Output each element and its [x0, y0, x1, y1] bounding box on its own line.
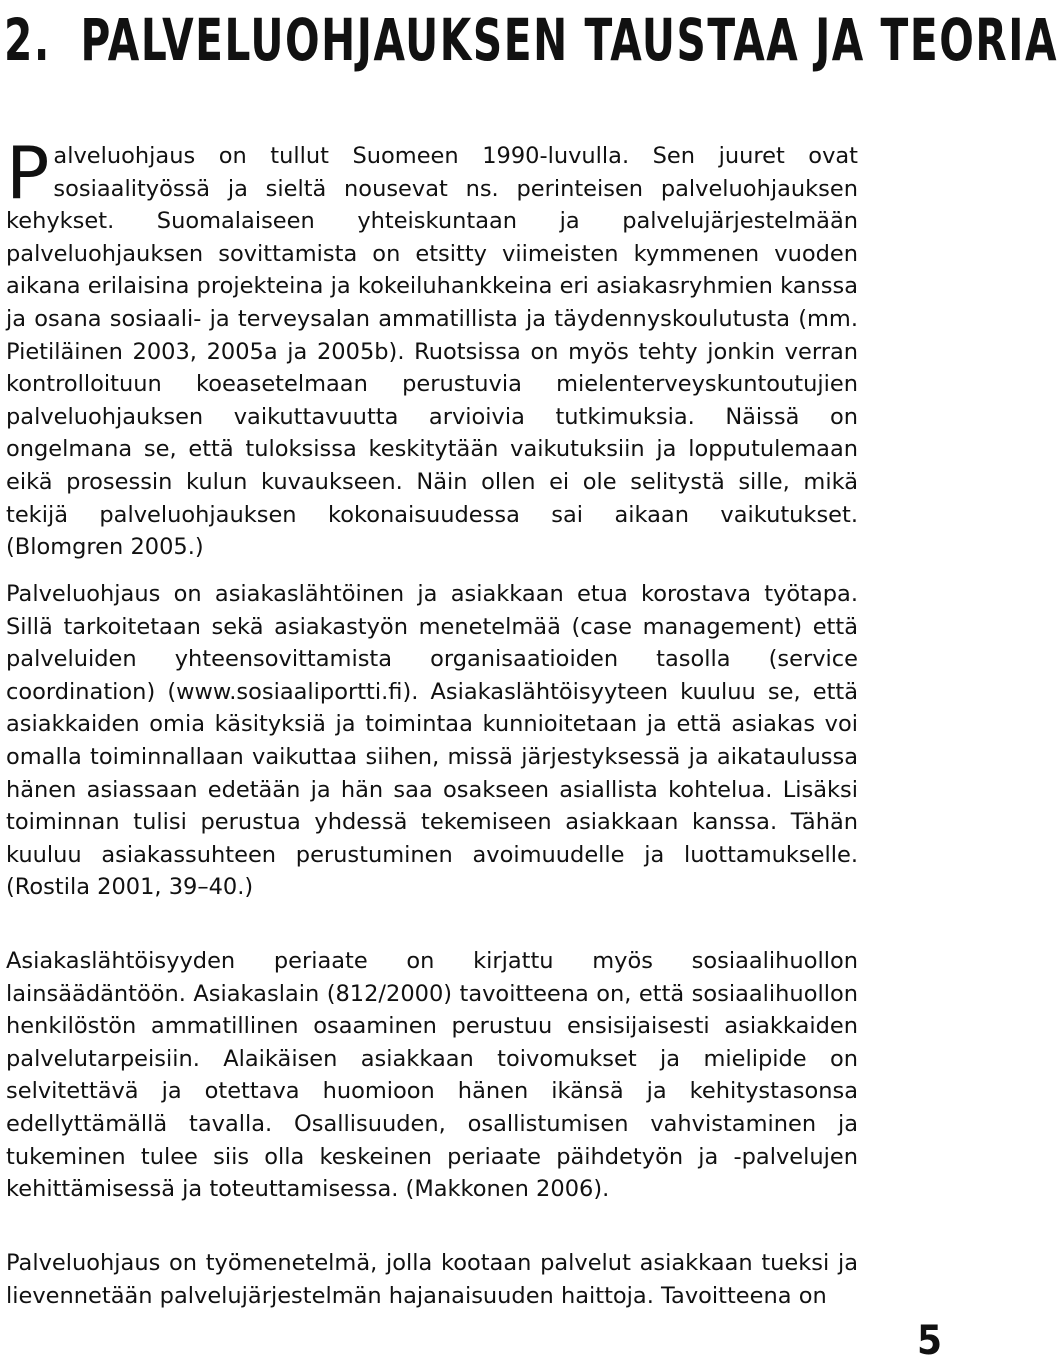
paragraph-1 [6, 131, 858, 564]
paragraph-2 [6, 578, 858, 904]
paragraph-text: Palveluohjaus on asiakaslähtöinen ja asiakkaan etua korostava työtapa. Sillä tarkoitetaan sekä asiakastyön menetelmää (case management) että palveluiden yhteensovittamista organisaatioiden tasolla (service coordination) (www.sosiaaliportti.fi). Asiakaslähtöisyyteen kuuluu se, että asiakkaiden omia käsityksiä ja toimintaa kunnioitetaan ja että asiakas voi omalla toiminnallaan vaikuttaa siihen, missä järjestyksessä ja aikataulussa hänen asiassaan edetään ja hän saa osakseen asiallista kohtelua. Lisäksi toiminnan tulisi perustua yhdessä tekemiseen asiakkaan kanssa. Tähän kuuluu asiakassuhteen perustuminen avoimuudelle ja luottamukselle. (Rostila 2001, 39–40.) [6, 581, 858, 901]
paragraph-text: Asiakaslähtöisyyden periaate on kirjattu myös sosiaalihuollon lainsäädäntöön. Asiakaslain (812/2000) tavoitteena on, että sosiaalihuollon henkilöstön ammatillinen osaaminen perustuu ensisijaisesti asiakkaiden palvelutarpeisiin. Alaikäisen asiakkaan toivomukset ja mielipide on selvitettävä ja otettava huomioon hänen ikänsä ja kehitystasonsa edellyttämällä tavalla. Osallisuuden, osallistumisen vahvistaminen ja tukeminen tulee siis olla keskeinen periaate päihdetyön ja -palvelujen kehittämisessä ja toteuttamisessa. (Makkonen 2006). [6, 948, 858, 1203]
section-heading [4, 0, 1058, 80]
section-number: 2. [4, 6, 51, 74]
section-title: PALVELUOHJAUKSEN TAUSTAA JA TEORIA [80, 6, 1058, 74]
paragraph-text: Palveluohjaus on työmenetelmä, jolla kootaan palvelut asiakkaan tueksi ja lievennetään palvelujärjestelmän hajanaisuuden haittoja. Tavoitteena on [6, 1250, 858, 1309]
paragraph-4 [6, 1247, 858, 1312]
drop-cap: P [6, 131, 50, 215]
page-number: 5 [916, 1318, 942, 1364]
paragraph-text: alveluohjaus on tullut Suomeen 1990-luvulla. Sen juuret ovat sosiaalityössä ja sieltä nousevat ns. perinteisen palveluohjauksen kehykset. Suomalaiseen yhteiskuntaan ja palvelujärjestelmään palveluohjauksen sovittamista on etsitty viimeisten kymmenen vuoden aikana erilaisina projekteina ja kokeiluhankkeina eri asiakasryhmien kanssa ja osana sosiaali- ja terveysalan ammatillista ja täydennyskoulutusta (mm. Pietiläinen 2003, 2005a ja 2005b). Ruotsissa on myös tehty jonkin verran kontrolloituun koeasetelmaan perustuvia mielenterveyskuntoutujien palveluohjauksen vaikuttavuutta arvioivia tutkimuksia. Näissä on ongelmana se, että tuloksissa keskitytään vaikutuksiin ja lopputulemaan eikä prosessin kulun kuvaukseen. Näin ollen ei ole selitystä sille, mikä tekijä palveluohjauksen kokonaisuudessa sai aikaan vaikutukset. (Blomgren 2005.) [6, 143, 858, 561]
paragraph-3 [6, 945, 858, 1206]
